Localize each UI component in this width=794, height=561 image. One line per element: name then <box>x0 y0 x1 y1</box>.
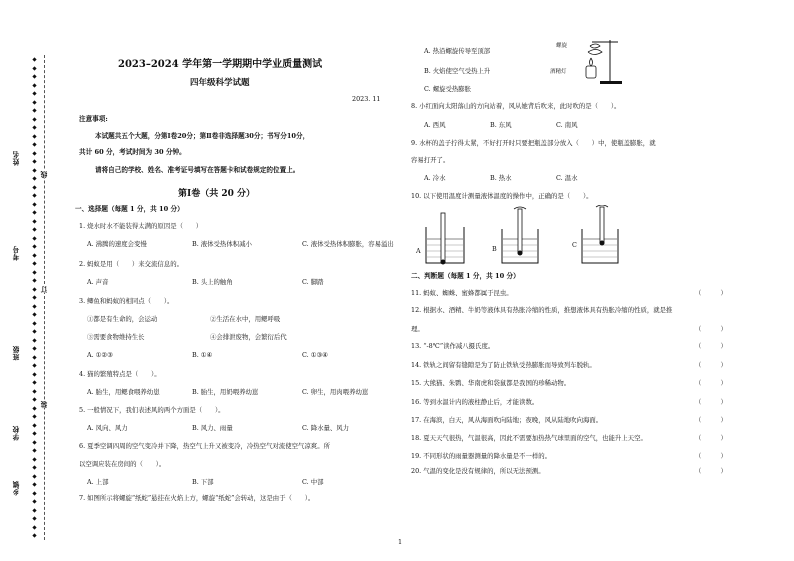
judgement-item: 19. 不同形状的雨量器测量的降水量是不一样的。 <box>411 452 552 460</box>
q5-stem: 5. 一般情况下，我们表述风的两个方面是（ ）。 <box>79 406 225 414</box>
border-diamond <box>32 414 36 418</box>
q9-option-a: A. 冷水 <box>424 174 446 182</box>
q6-option-a: A. 上部 <box>87 478 109 486</box>
school-label: 学校 <box>13 425 21 441</box>
q2-option-a: A. 声音 <box>87 278 109 286</box>
border-diamond <box>32 261 36 265</box>
binding-dashed-line <box>44 55 45 540</box>
answer-parentheses: （ ） <box>695 361 727 369</box>
border-diamond <box>32 142 36 146</box>
q3-statement-4: ④会排泄废物，会繁衍后代 <box>210 333 287 341</box>
notice-line-1: 本试题共五个大题，分第Ⅰ卷20分；第Ⅱ卷非选择题30分；书写分10分， <box>95 132 310 140</box>
border-diamond <box>32 346 36 350</box>
q9-stem-line-1: 9. 水杯的盖子拧得太紧，不好打开时只要把瓶盖部分放入（ ）中，使瓶盖膨胀，就 <box>411 139 656 147</box>
binding-mark-line: 线 <box>41 170 49 178</box>
border-diamond <box>32 108 36 112</box>
border-diamond <box>32 219 36 223</box>
q1-option-a: A. 沸腾的速度会变慢 <box>87 240 147 248</box>
q1-option-b: B. 液体受热体积减小 <box>192 240 252 248</box>
q6-option-b: B. 下部 <box>192 478 214 486</box>
border-diamond <box>32 244 36 248</box>
q10-stem: 10. 以下使用温度计测量液体温度的操作中，正确的是（ ）。 <box>411 192 593 200</box>
q5-option-c: C. 降水量、风力 <box>302 424 350 432</box>
judgement-item: 20. 气温的变化是没有规律的，所以无法预测。 <box>411 467 545 475</box>
answer-parentheses: （ ） <box>695 434 727 442</box>
judgement-item: 17. 在海滨，白天，风从海面吹向陆地；夜晚，风从陆地吹向海面。 <box>411 416 603 424</box>
binding-mark-order: 订 <box>41 285 49 293</box>
q3-statement-3: ③需要食物维持生长 <box>87 333 145 341</box>
border-diamond <box>32 397 36 401</box>
q5-option-b: B. 风力、雨量 <box>192 424 233 432</box>
border-diamond <box>32 91 36 95</box>
part1-heading: 第Ⅰ卷（共 20 分） <box>178 189 256 199</box>
answer-parentheses: （ ） <box>695 467 727 475</box>
q7-stem: 7. 如图所示将螺旋“纸蛇”悬挂在火焰上方，螺旋“纸蛇”会转动，这是由于（ ）。 <box>79 494 315 502</box>
judgement-item: 11. 蚂蚁、蜘蛛、蜜蜂都属于昆虫。 <box>411 289 513 297</box>
border-diamond <box>32 406 36 410</box>
border-diamond <box>32 134 36 138</box>
q6-stem-line-2: 以空调应装在房间的（ ）。 <box>79 460 166 468</box>
border-diamond <box>32 125 36 129</box>
q4-option-c: C. 卵生，用肉喂养幼崽 <box>302 388 369 396</box>
q10-option-c-label: C <box>572 241 577 249</box>
q7-figure <box>550 34 640 86</box>
border-diamond <box>32 499 36 503</box>
fig7-lamp-label: 酒精灯 <box>550 69 567 75</box>
border-diamond <box>32 355 36 359</box>
township-label: 乡镇 <box>13 480 21 496</box>
q8-option-a: A. 西风 <box>424 121 446 129</box>
page-number: 1 <box>398 538 403 546</box>
border-diamond <box>32 448 36 452</box>
q1-stem: 1. 烧水时水不能装得太满的原因是（ ） <box>79 222 203 230</box>
q7-option-a: A. 热沿螺旋传导至顶部 <box>424 47 491 55</box>
border-diamond <box>32 210 36 214</box>
q6-option-c: C. 中部 <box>302 478 324 486</box>
q6-stem-line-1: 6. 夏季空调四周的空气变冷并下降，热空气上升又被变冷，冷热空气对流使空气凉爽。所 <box>79 442 330 450</box>
border-diamond <box>32 295 36 299</box>
q7-option-b: B. 火焰使空气受热上升 <box>424 67 491 75</box>
fig7-spiral-label: 螺旋 <box>556 43 568 49</box>
q2-option-c: C. 脚踏 <box>302 278 324 286</box>
border-diamond <box>32 66 36 70</box>
judgement-item: 15. 大熊猫、朱鹮、华南虎和袋鼠都是我国的珍稀动物。 <box>411 379 571 387</box>
section2-heading: 二、判断题（每题 1 分，共 10 分） <box>411 272 520 280</box>
border-diamond <box>32 151 36 155</box>
border-diamond <box>32 304 36 308</box>
q4-option-a: A. 胎生，用鳃食喂养幼崽 <box>87 388 160 396</box>
border-diamond <box>32 440 36 444</box>
q3-option-a: A. ①②③ <box>87 351 113 359</box>
border-diamond <box>32 363 36 367</box>
judgement-item: 理。 <box>411 325 424 333</box>
notice-line-2: 共计 60 分，考试时间为 30 分钟。 <box>79 148 186 156</box>
answer-parentheses: （ ） <box>695 398 727 406</box>
border-diamond <box>32 287 36 291</box>
thermometer-beakers-illustration <box>414 205 634 267</box>
q8-option-c: C. 南风 <box>556 121 578 129</box>
border-diamond <box>32 533 36 537</box>
border-diamond <box>32 227 36 231</box>
exam-number-label: 考号 <box>13 245 21 261</box>
border-diamond <box>32 457 36 461</box>
border-diamond <box>32 236 36 240</box>
q4-stem: 4. 猫的繁殖特点是（ ）。 <box>79 370 161 378</box>
border-diamond <box>32 253 36 257</box>
border-diamond <box>32 321 36 325</box>
judgement-item: 12. 根据水、酒精、牛奶等液体具有热胀冷缩的性质，推想液体具有热胀冷缩的性质，就是推 <box>411 306 673 314</box>
answer-parentheses: （ ） <box>695 342 727 350</box>
q2-option-b: B. 头上的触角 <box>192 278 233 286</box>
border-diamond <box>32 465 36 469</box>
border-diamond <box>32 278 36 282</box>
border-diamond <box>32 185 36 189</box>
border-diamond <box>32 431 36 435</box>
border-diamond <box>32 57 36 61</box>
q3-statement-2: ②生活在水中，用鳃呼吸 <box>210 315 281 323</box>
border-diamond <box>32 159 36 163</box>
q9-stem-line-2: 容易打开了。 <box>411 156 450 164</box>
q4-option-b: B. 胎生，用奶喂养幼崽 <box>192 388 259 396</box>
answer-parentheses: （ ） <box>695 325 727 333</box>
border-diamond <box>32 389 36 393</box>
answer-parentheses: （ ） <box>695 379 727 387</box>
judgement-item: 16. 等到水温计内的液柱静止后，才能读数。 <box>411 398 539 406</box>
q10-option-a-label: A <box>416 247 421 255</box>
q5-option-a: A. 风向、风力 <box>87 424 128 432</box>
q3-option-c: C. ①③④ <box>302 351 328 359</box>
exam-date: 2023. 11 <box>352 95 381 103</box>
border-diamond <box>32 74 36 78</box>
binding-mark-bind: 装 <box>41 400 49 408</box>
border-diamond <box>32 270 36 274</box>
border-diamond <box>32 117 36 121</box>
border-diamond <box>32 100 36 104</box>
border-diamond <box>32 372 36 376</box>
border-diamond <box>32 329 36 333</box>
border-diamond <box>32 338 36 342</box>
page-subtitle: 四年级科学试题 <box>190 78 250 88</box>
notice-heading: 注意事项: <box>79 115 108 123</box>
q3-stem: 3. 鲫鱼和蚂蚁的相同点（ ）。 <box>79 297 174 305</box>
answer-parentheses: （ ） <box>695 452 727 460</box>
border-diamond <box>32 380 36 384</box>
q7-option-c: C. 螺旋受热膨胀 <box>424 85 472 93</box>
class-label: 班级 <box>13 345 21 361</box>
judgement-item: 13. “-8℃”读作减八摄氏度。 <box>411 342 495 350</box>
border-diamond <box>32 508 36 512</box>
q2-stem: 2. 蚂蚁是用（ ）来交流信息的。 <box>79 260 183 268</box>
q8-option-b: B. 东风 <box>490 121 512 129</box>
border-diamond <box>32 482 36 486</box>
q9-option-c: C. 温水 <box>556 174 578 182</box>
border-diamond <box>32 423 36 427</box>
border-diamond <box>32 474 36 478</box>
border-diamond <box>32 491 36 495</box>
notice-line-3: 请将自己的学校、姓名、准考证号填写在答题卡和试卷规定的位置上。 <box>95 166 300 174</box>
q3-option-b: B. ①④ <box>192 351 213 359</box>
border-diamond <box>32 168 36 172</box>
answer-parentheses: （ ） <box>695 416 727 424</box>
border-diamond <box>32 202 36 206</box>
section1-heading: 一、选择题（每题 1 分，共 10 分） <box>75 205 184 213</box>
q10-option-b-label: B <box>492 245 497 253</box>
q10-figure <box>414 205 634 267</box>
border-diamond <box>32 516 36 520</box>
q9-option-b: B. 热水 <box>490 174 512 182</box>
name-label: 姓名 <box>13 150 21 166</box>
answer-parentheses: （ ） <box>695 289 727 297</box>
q1-option-c: C. 液体受热体积膨胀，容易溢出 <box>302 240 394 248</box>
border-diamond <box>32 525 36 529</box>
judgement-item: 14. 铁轨之间留有缝隙是为了防止铁轨受热膨胀而导致列车脱轨。 <box>411 361 596 369</box>
border-diamond <box>32 83 36 87</box>
border-diamond <box>32 176 36 180</box>
q3-statement-1: ①都是有生命的，会运动 <box>87 315 158 323</box>
page-title: 2023–2024 学年第一学期期中学业质量测试 <box>118 59 323 70</box>
q8-stem: 8. 小红面向太阳落山的方向站着，风从她背后吹来，此时吹的是（ ）。 <box>411 102 621 110</box>
judgement-item: 18. 夏天天气很热，气温很高，因此不需要加热热气球里面的空气，也能升上天空。 <box>411 434 647 442</box>
border-diamond <box>32 312 36 316</box>
border-diamond <box>32 193 36 197</box>
